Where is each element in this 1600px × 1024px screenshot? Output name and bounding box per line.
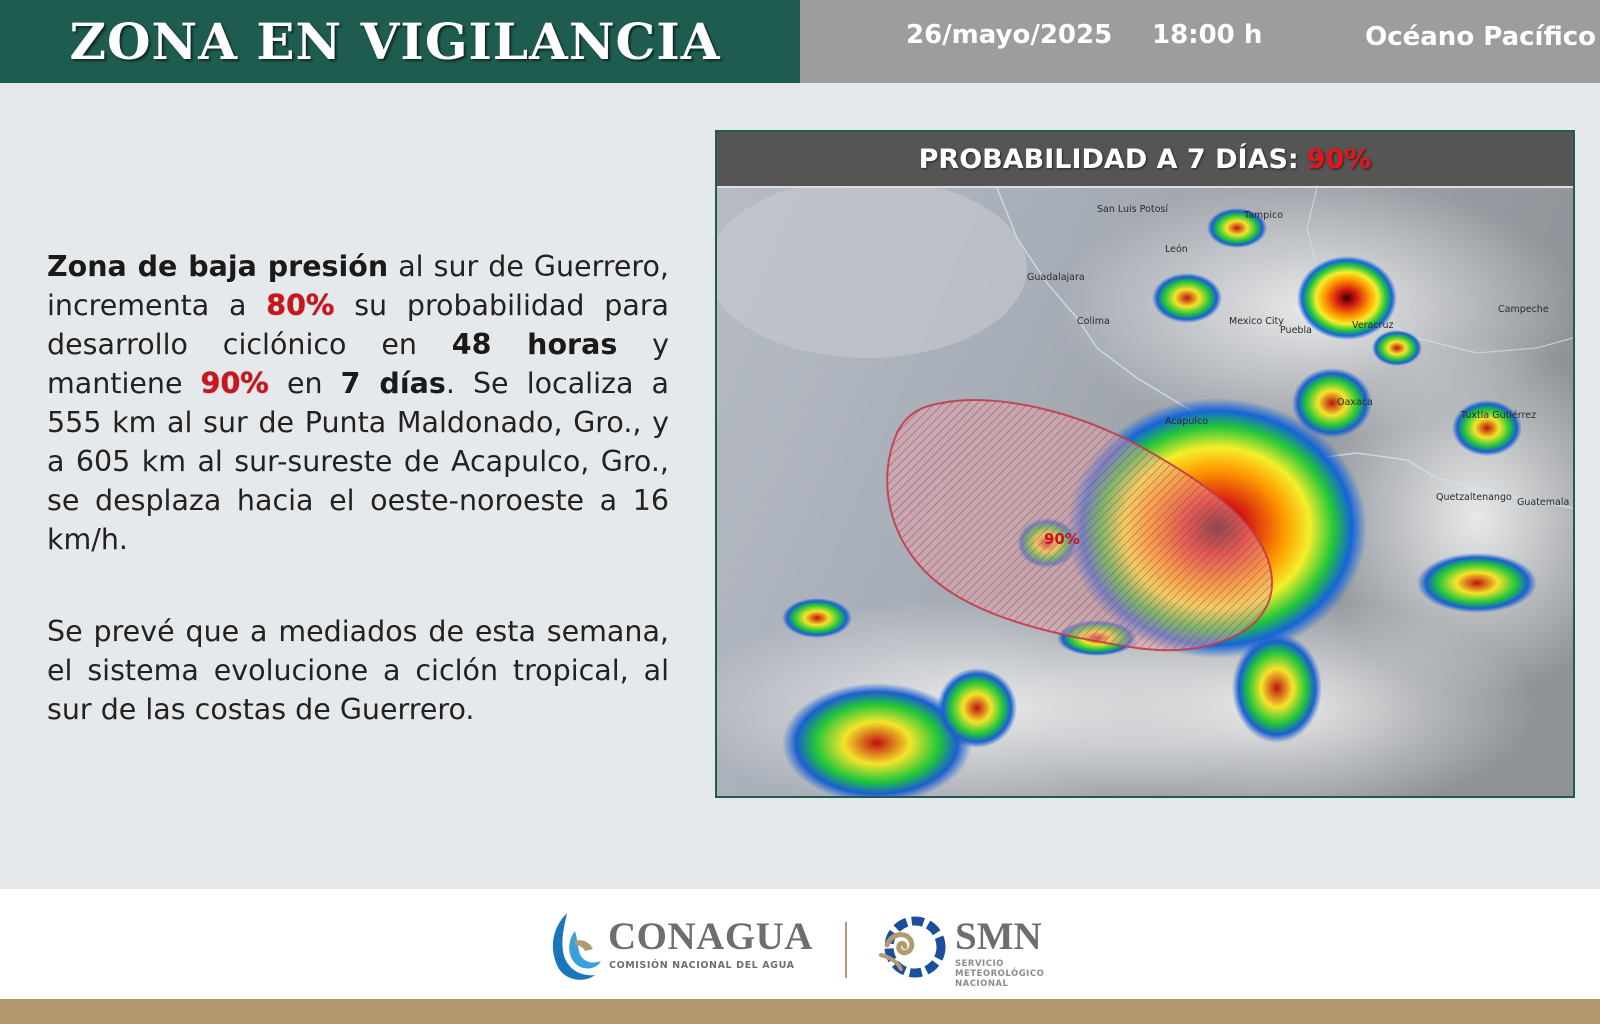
city-label: Colima <box>1077 316 1110 327</box>
bulletin-time: 18:00 h <box>1152 20 1263 50</box>
city-label: Campeche <box>1498 304 1549 315</box>
conagua-name: CONAGUA <box>608 915 813 958</box>
text-segment: al sur de Guerrero, incrementa a <box>47 250 669 322</box>
smn-name: SMN <box>955 915 1042 958</box>
text-segment: su probabilidad para desarrollo ciclónico en <box>47 289 669 361</box>
forecast-paragraph: Se prevé que a mediados de esta semana, el sistema evolucione a ciclón tropical, al sur de las costas de Guerrero. <box>47 615 669 726</box>
smn-emblem-icon <box>877 911 949 983</box>
smn-logo <box>877 911 1067 991</box>
map-heading <box>717 132 1573 188</box>
conagua-logo <box>545 911 825 983</box>
city-label: Acapulco <box>1165 416 1209 427</box>
conagua-emblem-icon <box>545 911 605 983</box>
text-segment: . Se localiza a 555 km al sur de Punta Maldonado, Gro., y a 605 km al sur-sureste de Acapulco, Gro., se desplaza hacia el oeste-noroeste a 16 km/h. <box>47 367 670 556</box>
conagua-subtitle: COMISIÓN NACIONAL DEL AGUA <box>609 960 795 971</box>
city-label: San Luis Potosí <box>1097 204 1168 215</box>
city-label: Puebla <box>1280 325 1312 336</box>
satellite-map <box>717 188 1573 796</box>
city-label: Tuxtla Gutiérrez <box>1461 410 1537 421</box>
city-label: Quetzaltenango <box>1436 492 1512 503</box>
text-segment: en <box>268 367 341 400</box>
city-label: Veracruz <box>1352 320 1394 331</box>
city-label: Tampico <box>1244 210 1284 221</box>
probability-48h: 80% <box>266 289 335 322</box>
bulletin-date: 26/mayo/2025 <box>906 20 1113 50</box>
page-title: ZONA EN VIGILANCIA <box>69 12 721 71</box>
bulletin-region: Océano Pacífico <box>1365 22 1596 52</box>
city-label: León <box>1165 244 1188 255</box>
footer-gold-band <box>0 999 1600 1024</box>
map-heading-pct: 90% <box>1306 143 1372 175</box>
logo-divider <box>845 922 847 978</box>
text-segment: y mantiene <box>47 328 670 400</box>
system-type: Zona de baja presión <box>47 250 389 283</box>
city-label: Guadalajara <box>1027 272 1085 283</box>
city-label: Guatemala <box>1517 497 1570 508</box>
map-heading-label: PROBABILIDAD A 7 DÍAS: <box>918 143 1299 175</box>
probability-map-panel <box>715 130 1575 798</box>
city-label: Mexico City <box>1229 316 1284 327</box>
probability-7d: 90% <box>200 367 269 400</box>
description-paragraph <box>47 247 669 559</box>
smn-subtitle: SERVICIO METEOROLÓGICO NACIONAL <box>955 959 1045 989</box>
header-info-panel <box>800 0 1600 83</box>
zone-probability-label: 90% <box>1044 530 1080 548</box>
header-title-panel <box>0 0 800 83</box>
period-48h: 48 horas <box>451 328 618 361</box>
city-label: Oaxaca <box>1337 397 1373 408</box>
period-7d: 7 días <box>340 367 446 400</box>
